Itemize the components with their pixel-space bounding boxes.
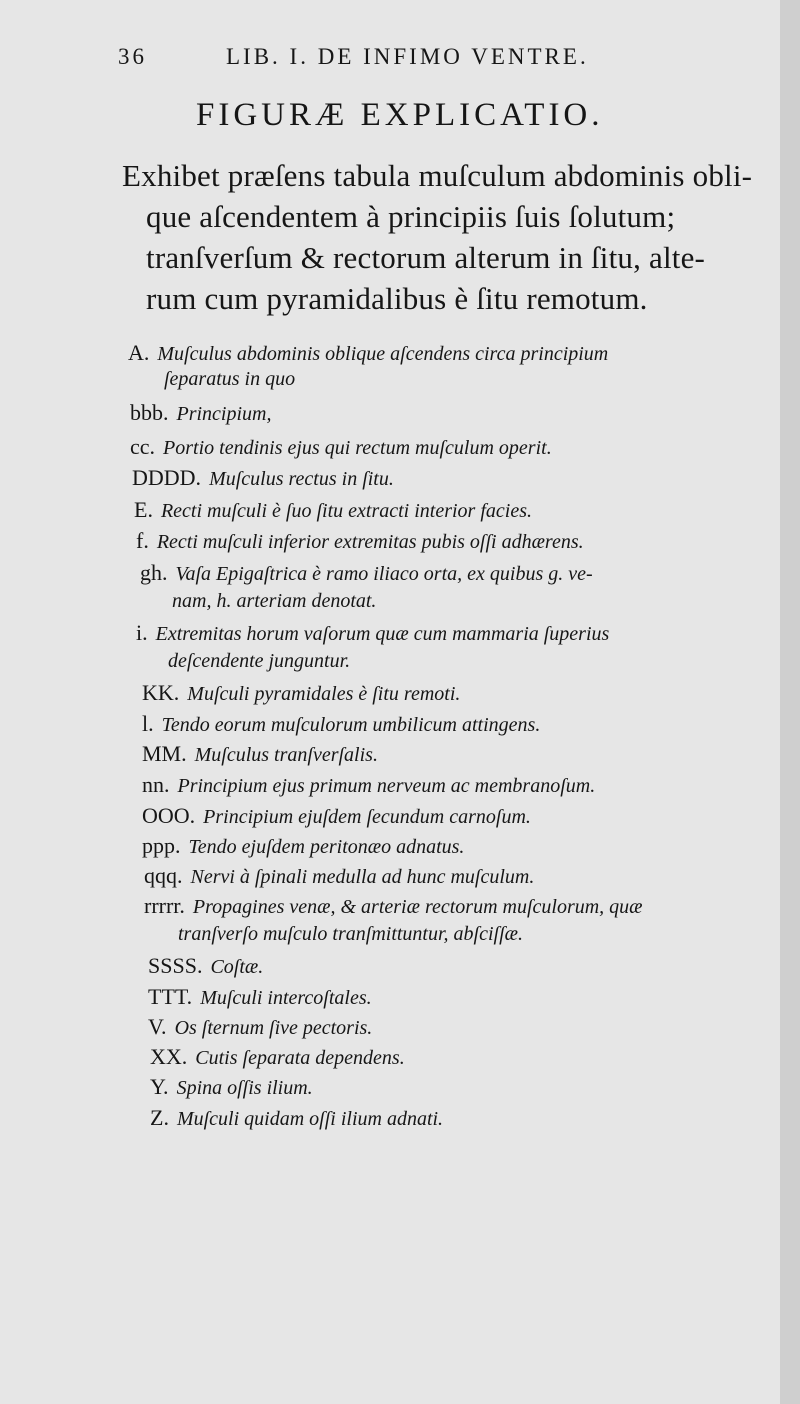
legend-key: f. <box>136 528 149 553</box>
legend-key: A. <box>128 340 150 365</box>
legend-entry <box>142 741 378 767</box>
legend-description: Nervi à ſpinali medulla ad hunc muſculum. <box>190 866 535 888</box>
legend-key: nn. <box>142 772 170 797</box>
legend-key: E. <box>134 497 153 522</box>
running-head <box>118 44 698 80</box>
legend-key: V. <box>148 1014 167 1039</box>
legend-entry <box>140 560 593 586</box>
legend-entry <box>148 984 372 1010</box>
legend-entry <box>144 893 643 919</box>
legend-entry <box>136 620 609 646</box>
legend-description: Portio tendinis ejus qui rectum muſculum operit. <box>163 437 552 459</box>
intro-line: que aſcendentem à principiis ſuis ſolutum; <box>146 199 676 234</box>
legend-description: Spina oſſis ilium. <box>176 1077 313 1099</box>
legend-entry <box>130 434 552 460</box>
legend-entry <box>148 953 263 979</box>
legend-description: Recti muſculi inferior extremitas pubis oſſi adhærens. <box>156 531 584 553</box>
legend-key: KK. <box>142 680 180 705</box>
intro-line: tranſverſum & rectorum alterum in ſitu, alte- <box>146 240 706 275</box>
legend-key: qqq. <box>144 863 183 888</box>
legend-description: Recti muſculi è ſuo ſitu extracti interior facies. <box>160 500 532 522</box>
legend-entry <box>142 711 540 737</box>
legend-description: Extremitas horum vaſorum quæ cum mammaria ſuperius <box>155 623 610 645</box>
legend-continuation: nam, h. arteriam denotat. <box>172 590 377 612</box>
legend-key: Z. <box>150 1105 169 1130</box>
legend-key: ppp. <box>142 833 181 858</box>
legend-key: SSSS. <box>148 953 203 978</box>
legend-description: Vaſa Epigaſtrica è ramo iliaco orta, ex quibus g. ve- <box>175 563 593 585</box>
legend-description: Tendo eorum muſculorum umbilicum attingens. <box>161 714 541 736</box>
legend-key: XX. <box>150 1044 188 1069</box>
legend-continuation: deſcendente junguntur. <box>168 650 351 672</box>
legend-entry <box>134 497 532 523</box>
intro-paragraph <box>122 155 762 319</box>
legend-description: Cutis ſeparata dependens. <box>195 1047 405 1069</box>
legend-key: bbb. <box>130 400 169 425</box>
legend-entry <box>144 863 534 889</box>
legend-continuation: ſeparatus in quo <box>164 368 296 390</box>
legend-description: Muſculi pyramidales è ſitu remoti. <box>187 683 461 705</box>
legend-description: Principium ejus primum nerveum ac membranoſum. <box>177 775 596 797</box>
legend-entry <box>142 680 460 706</box>
legend-description: Muſculus abdominis oblique aſcendens circa principium <box>157 343 609 365</box>
legend-description: Muſculus rectus in ſitu. <box>209 468 394 490</box>
legend-entry <box>128 340 608 366</box>
legend-continuation: tranſverſo muſculo tranſmittuntur, abſciſſæ. <box>178 923 523 945</box>
legend-entry <box>132 465 394 491</box>
legend-key: TTT. <box>148 984 193 1009</box>
legend-description: Muſculus tranſverſalis. <box>194 744 378 766</box>
legend-key: gh. <box>140 560 168 585</box>
legend-description: Principium, <box>176 403 272 425</box>
legend-description: Coſtæ. <box>210 956 264 978</box>
legend-key: MM. <box>142 741 187 766</box>
legend-key: OOO. <box>142 803 196 828</box>
legend-entry <box>150 1105 443 1131</box>
section-heading: FIGURÆ EXPLICATIO. <box>196 97 604 133</box>
legend-entry <box>142 833 464 859</box>
running-title: LIB. I. DE INFIMO VENTRE. <box>226 44 589 69</box>
legend-description: Muſculi intercoſtales. <box>200 987 372 1009</box>
legend-key: cc. <box>130 434 156 459</box>
legend-entry <box>130 400 272 426</box>
legend-entry <box>142 772 595 798</box>
legend-entry <box>150 1074 313 1100</box>
page-edge <box>780 0 800 1404</box>
legend-description: Muſculi quidam oſſi ilium adnati. <box>176 1108 444 1130</box>
legend-key: i. <box>136 620 148 645</box>
legend-key: rrrrr. <box>144 893 185 918</box>
intro-line: Exhibet præſens tabula muſculum abdominis obli- <box>122 158 753 193</box>
legend-entry <box>142 803 531 829</box>
legend-key: Y. <box>150 1074 169 1099</box>
legend-entry <box>148 1014 372 1040</box>
legend-description: Os ſternum ſive pectoris. <box>174 1017 373 1039</box>
legend-key: l. <box>142 711 154 736</box>
legend-key: DDDD. <box>132 465 202 490</box>
page-number: 36 <box>118 44 147 69</box>
legend-description: Tendo ejuſdem peritonæo adnatus. <box>188 836 465 858</box>
intro-line: rum cum pyramidalibus è ſitu remotum. <box>146 281 648 316</box>
legend-entry <box>150 1044 405 1070</box>
legend-description: Propagines venæ, & arteriæ rectorum muſculorum, quæ <box>192 896 643 918</box>
legend-description: Principium ejuſdem ſecundum carnoſum. <box>203 806 531 828</box>
legend-entry <box>136 528 584 554</box>
